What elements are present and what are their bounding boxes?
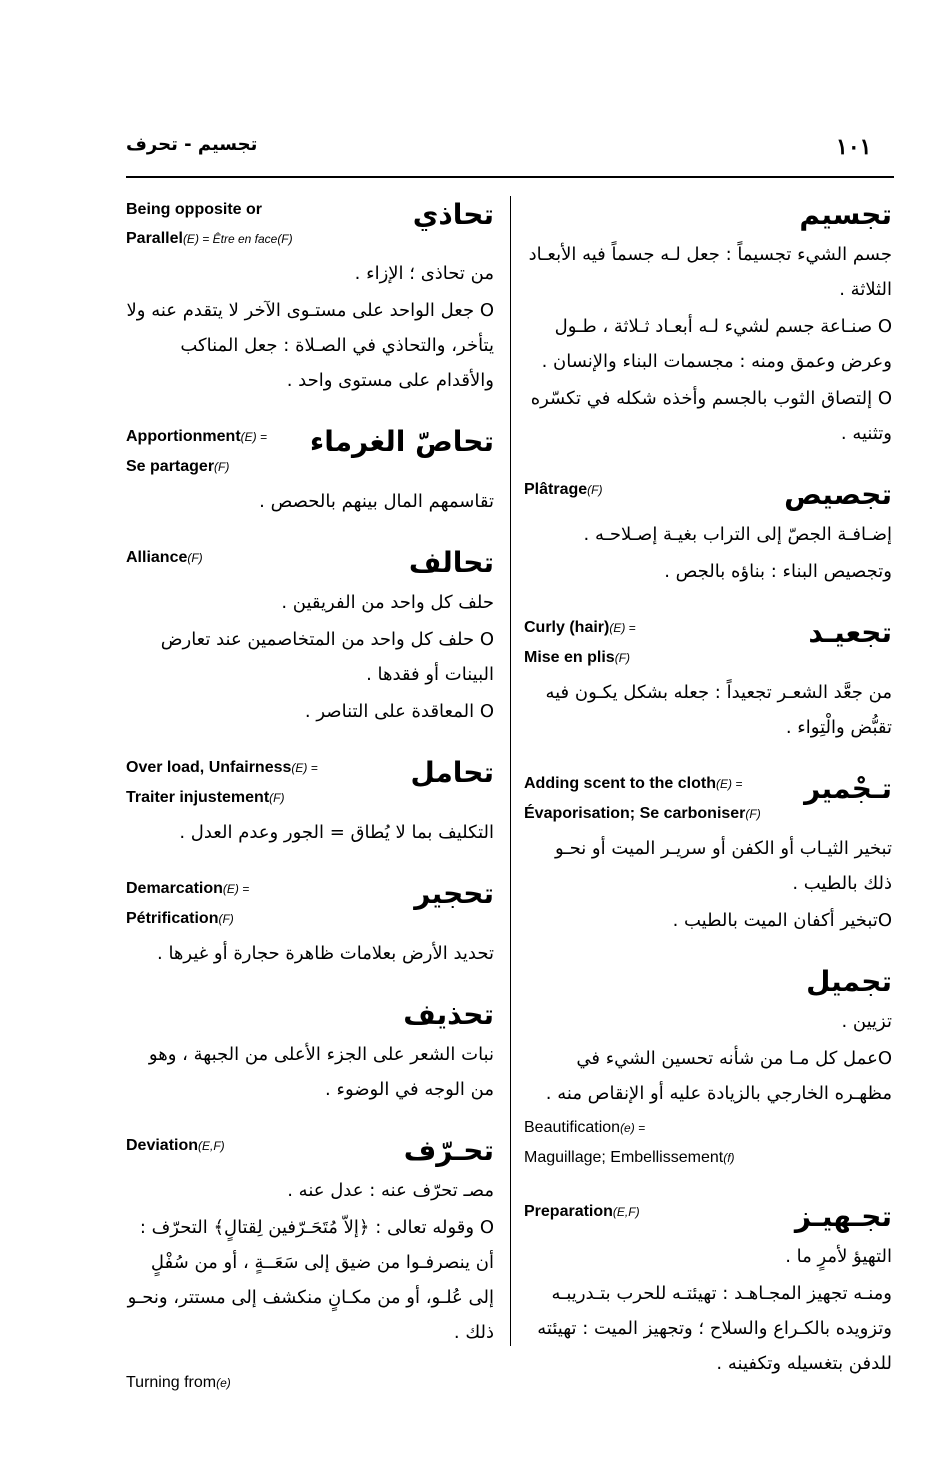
english-equivalent [126,543,203,573]
definition: ومنـه تجهيز المجـاهـد : تهيئتـه للحرب بتـدريبـه وتزويده بالكـراع والسلاح ؛ وتجهيز الميت : تهيئته للدفن بتغسيله وتكفينه . [537,1283,892,1374]
dictionary-entry [524,1197,892,1381]
definition: Oعمل كل مـا من شأنه تحسين الشيء في مظهـره الخارجي بالزيادة عليه أو الإنقاص منه . [545,1048,892,1104]
english-text: Being opposite or [126,201,262,218]
language-tag: (F) [587,483,603,497]
english-equivalent [524,1143,892,1173]
entry-header [126,1131,494,1171]
definition: مصـ تحرّف عنه : عدل عنه . [287,1180,494,1201]
english-equivalent [126,753,318,783]
entry-header [524,962,892,1002]
english-equivalent [524,1113,892,1143]
page-number: ١٠١ [836,134,872,160]
bottom-note [126,1374,494,1392]
english-equivalent [126,1131,225,1161]
english-text: Alliance [126,549,188,566]
definition: تبخير الثيـاب أو الكفن أو سريـر الميت أو نحـو ذلك بالطيب . [555,838,892,894]
language-tag: (E) = [240,430,267,444]
headword: تجـهيـز [794,1200,892,1233]
english-text: Mise en plis [524,649,615,666]
english-equivalent [524,799,761,829]
definition: O المعاقدة على التناصر . [304,701,494,722]
english-equivalent [524,1197,640,1227]
definition: تحديد الأرض بعلامات ظاهرة حجارة أو غيرها . [157,943,494,964]
english-text: Apportionment [126,428,241,445]
english-text: Turning from [126,1374,217,1391]
english-text: Plâtrage [524,481,588,498]
running-head: تجسيم - تحرف [126,134,258,155]
entry-header [524,195,892,235]
entry-header [126,874,494,934]
headword: تحذيف [403,998,494,1031]
language-tag: (f) [723,1151,735,1165]
english-equivalents [524,475,602,505]
language-tag: (F) [218,912,234,926]
english-equivalent [126,452,267,482]
language-tag: (E) = [291,761,318,775]
entry-header [524,613,892,673]
english-equivalents [126,195,293,254]
language-tag: (e) = [620,1121,646,1135]
definition: Oتبخير أكفان الميت بالطيب . [672,910,892,931]
dictionary-entry [126,195,494,398]
language-tag: (E) = [609,621,636,635]
dictionary-entry [524,962,892,1173]
definition: وتجصيص البناء : بناؤه بالجص . [664,561,892,582]
english-equivalents [524,613,636,673]
definition: تزيين . [841,1011,892,1032]
definition: O حلف كل واحد من المتخاصمين عند تعارض البينات أو فقدها . [160,629,494,685]
english-equivalents [126,1131,225,1161]
headword: تحالف [408,546,494,579]
english-equivalent [126,874,249,904]
english-equivalents [524,1197,640,1227]
headword: تـجْمير [804,772,892,805]
dictionary-entry [126,1131,494,1350]
headword: تحامل [410,756,494,789]
english-equivalent [126,783,318,813]
english-text: Parallel [126,230,183,247]
definition: التهيؤ لأمرٍ ما . [785,1246,892,1267]
definition: O جعل الواحد على مستـوى الآخر لا يتقدم عنه ولا يتأخر، والتحاذي في الصـلاة : جعل المناكب والأقدام على مستوى واحد . [126,300,494,391]
english-equivalent [524,769,761,799]
language-tag: (F) [745,807,761,821]
definition: حلف كل واحد من الفريقين . [281,592,494,613]
entry-header [126,422,494,482]
english-text: Évaporisation; Se carboniser [524,805,746,822]
definition: O إلتصاق الثوب بالجسم وأخذه شكله في تكسّره وتثنيه . [530,388,892,444]
english-text: Se partager [126,458,215,475]
left-column [126,195,494,1392]
english-equivalent [524,643,636,673]
headword: تجميل [806,965,892,998]
dictionary-entry [126,422,494,519]
english-equivalents [126,874,249,934]
language-tag: (F) [187,551,203,565]
english-equivalents [524,769,761,829]
english-text: Traiter injustement [126,789,270,806]
language-tag: (E) = [716,777,743,791]
english-equivalent [126,904,249,934]
entry-header [524,1197,892,1237]
definition: نبات الشعر على الجزء الأعلى من الجبهة ، وهو من الوجه في الوضوء . [148,1044,494,1100]
english-equivalents [126,543,203,573]
headword: تجعيـد [808,616,892,649]
definition: من تحاذى ؛ الإزاء . [354,263,494,284]
english-text: Over load, Unfairness [126,759,292,776]
english-text: Adding scent to the cloth [524,775,716,792]
entry-header [126,543,494,583]
definition: إضـافـة الجصّ إلى التراب بغيـة إصـلاحـه . [583,524,892,545]
headword: تحاصّ الغرماء [309,425,494,458]
english-text: Pétrification [126,910,219,927]
dictionary-entry [126,874,494,971]
headword: تحـرّف [403,1134,494,1167]
headword: تحجير [414,877,494,910]
english-text: Preparation [524,1203,613,1220]
language-tag: (F) [214,460,230,474]
english-equivalent [126,195,293,224]
dictionary-entry [126,995,494,1107]
language-tag: (e) [216,1376,231,1390]
column-divider [510,196,511,1346]
dictionary-entry [524,613,892,745]
entry-header [524,769,892,829]
header-rule [126,176,894,178]
english-text: Demarcation [126,880,223,897]
english-text: Beautification [524,1119,621,1136]
definition: تقاسمهم المال بينهم بالحصص . [259,491,494,512]
entry-header [126,995,494,1035]
definition: جسم الشيء تجسيماً : جعل لـه جسماً فيه الأبعـاد الثلاثة . [528,244,892,300]
language-tag: (F) [269,791,285,805]
english-equivalent [524,475,602,505]
dictionary-entry [126,543,494,729]
headword: تجسيم [799,198,892,231]
english-text: Curly (hair) [524,619,610,636]
english-text: Deviation [126,1137,199,1154]
language-tag: (E,F) [198,1139,225,1153]
definition: التكليف بما لا يُطاق = الجور وعدم العدل . [179,822,494,843]
dictionary-entry [524,195,892,451]
language-tag: (E) = Être en face(F) [182,232,293,246]
definition: O صنـاعة جسم لشيء لـه أبعـاد ثـلاثة ، طـول وعرض وعمق ومنه : مجسمات البناء والإنسان . [541,316,892,372]
entry-header [126,753,494,813]
right-column [524,195,892,1405]
language-tag: (F) [614,651,631,665]
definition: من جعَّد الشعـر تجعيداً : جعله بشكل يكـون فيه تقبُّض والْتِواء . [545,682,892,738]
english-equivalents [126,422,267,482]
dictionary-entry [126,753,494,850]
language-tag: (E) = [222,882,250,896]
language-tag: (E,F) [612,1205,640,1219]
dictionary-entry [524,769,892,938]
headword: تحاذي [412,198,494,231]
english-text: Maguillage; Embellissement [524,1149,724,1166]
entry-header [126,195,494,254]
english-equivalent [126,422,267,452]
english-equivalents [126,753,318,813]
dictionary-entry [524,475,892,589]
headword: تجصيص [784,478,892,511]
definition: O وقوله تعالى : ﴿إلاّ مُتَحَـرّفين لِقتالٍ﴾ التحرّف : أن ينصرفـوا من ضيق إلى سَعَــةٍ ، أو من سُفْلٍ إلى عُلـو، أو من مكـانٍ منكشف إلى مستتر، ونحـو ذلك . [127,1217,494,1343]
english-equivalent [524,613,636,643]
entry-header [524,475,892,515]
english-equivalent [126,224,293,254]
